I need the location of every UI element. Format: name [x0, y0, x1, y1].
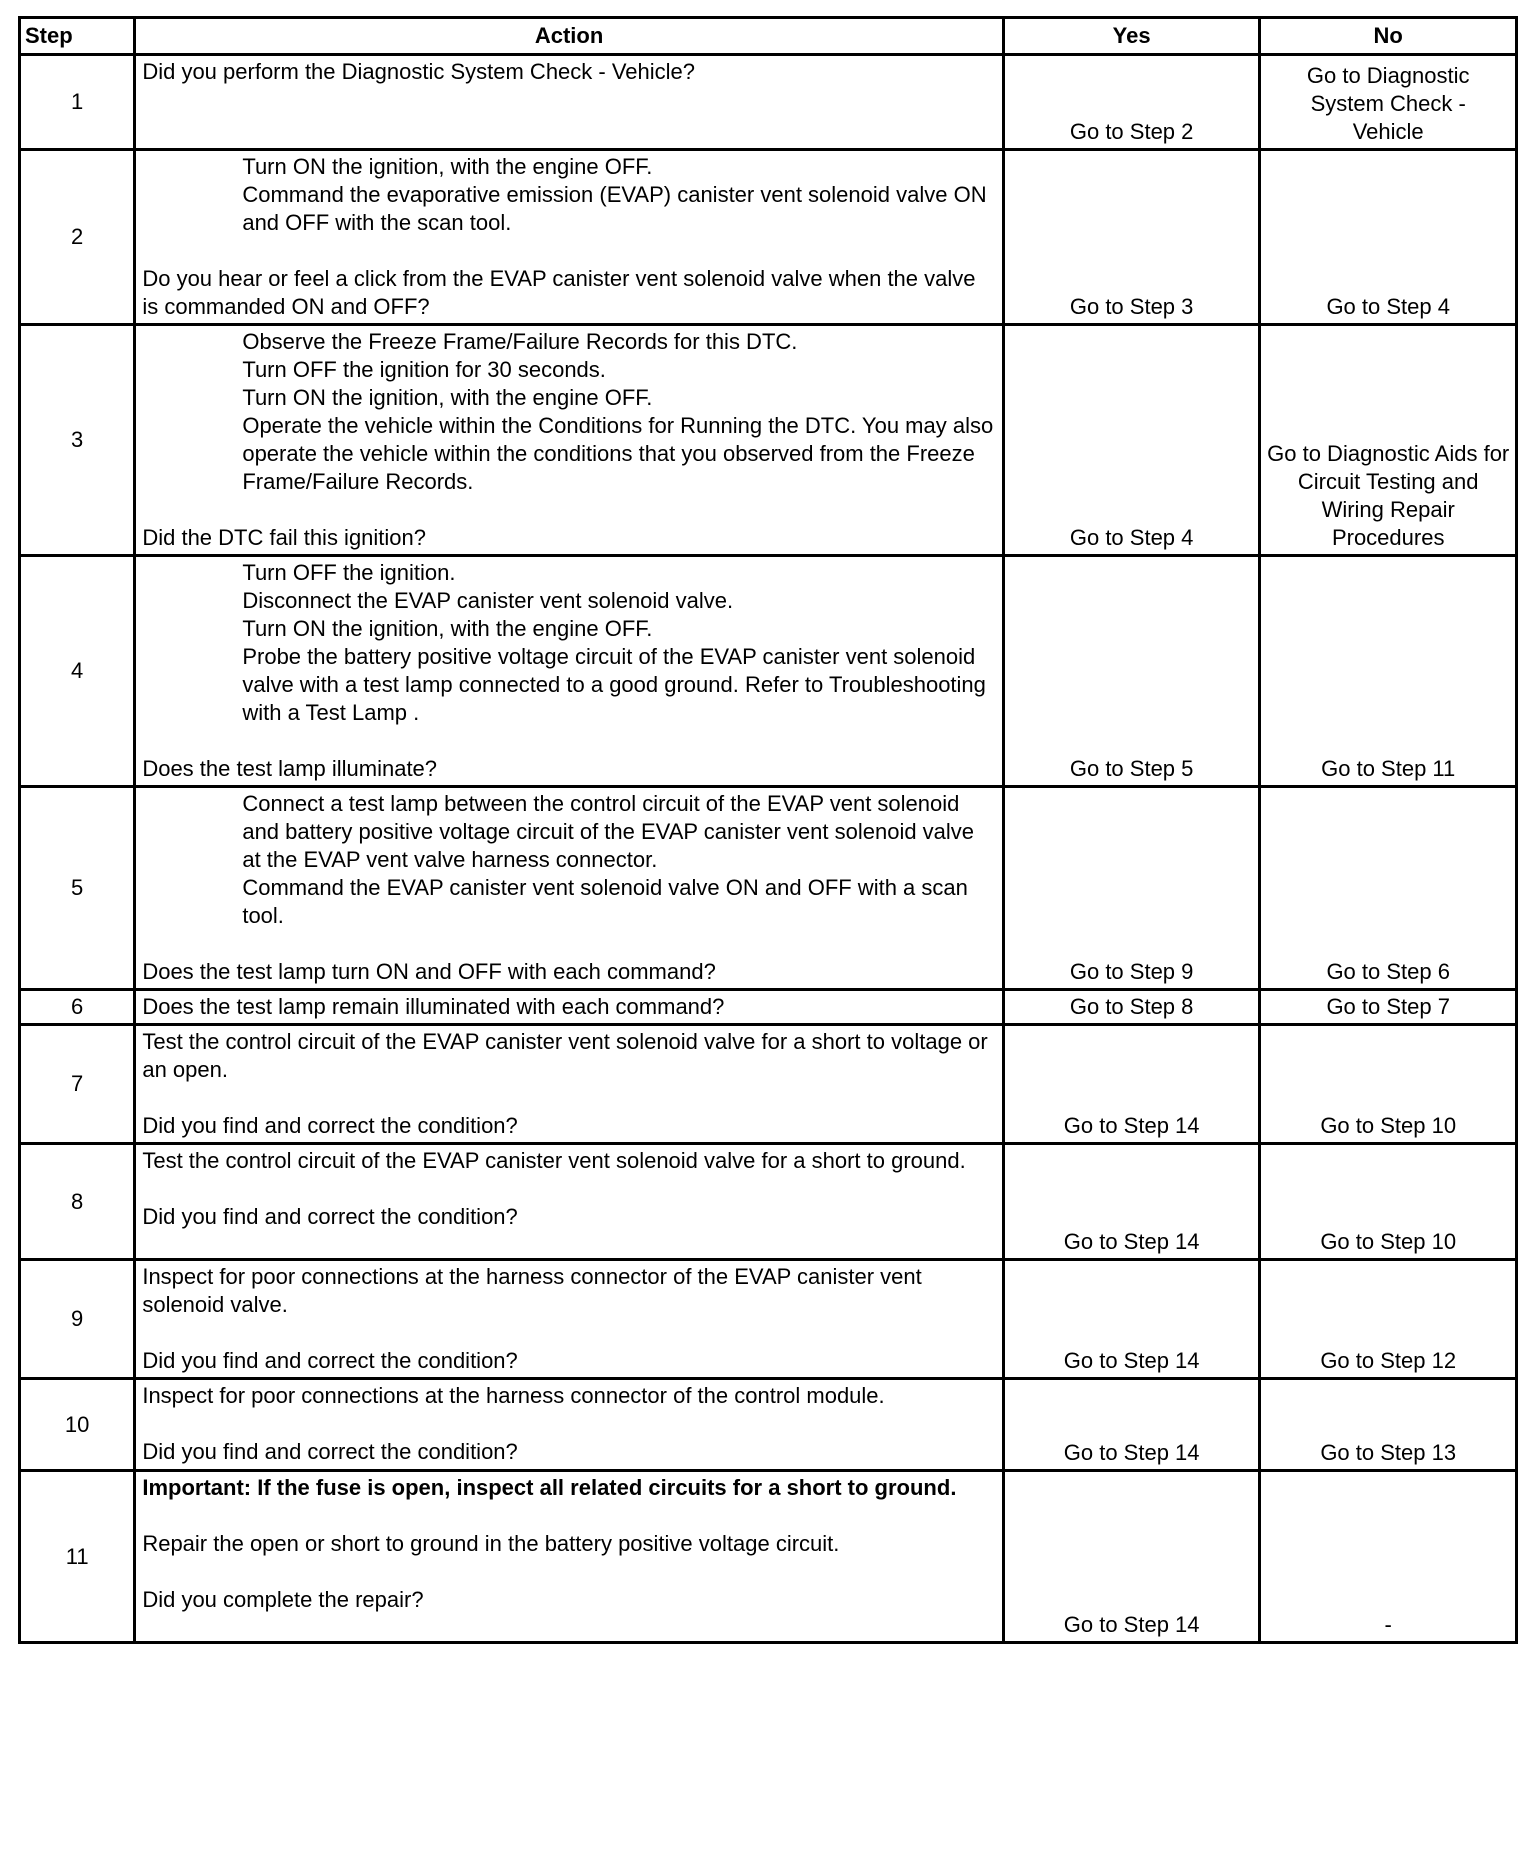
step-number: 11	[20, 1471, 135, 1643]
yes-cell: Go to Step 14	[1003, 1379, 1260, 1471]
no-cell	[1260, 55, 1517, 150]
no-cell: Go to Step 13	[1260, 1379, 1517, 1471]
yes-cell: Go to Step 2	[1003, 55, 1260, 150]
action-cell	[135, 787, 1004, 990]
table-row	[20, 1379, 1517, 1471]
action-step-line: Command the EVAP canister vent solenoid valve ON and OFF with a scan tool.	[242, 875, 968, 928]
action-question: Did the DTC fail this ignition?	[142, 525, 427, 550]
table-header-row	[20, 18, 1517, 55]
action-cell	[135, 1144, 1004, 1260]
table-row	[20, 990, 1517, 1025]
action-step-line: Probe the battery positive voltage circuit of the EVAP canister vent solenoid valve with a test lamp connected to a good ground. Refer to Troubleshooting with a Test Lamp .	[242, 644, 986, 725]
action-question: Does the test lamp illuminate?	[142, 756, 438, 781]
action-step-line: Operate the vehicle within the Conditions for Running the DTC. You may also operate the vehicle within the conditions that you observed from the Freeze Frame/Failure Records.	[242, 413, 994, 494]
action-text: Inspect for poor connections at the harness connector of the control module.	[142, 1383, 885, 1408]
step-number: 4	[20, 556, 135, 787]
action-text: Test the control circuit of the EVAP canister vent solenoid valve for a short to voltage or an open.	[142, 1029, 988, 1082]
action-step-line: Turn OFF the ignition for 30 seconds.	[242, 357, 606, 382]
important-note: Important: If the fuse is open, inspect all related circuits for a short to ground.	[142, 1475, 957, 1500]
no-cell: -	[1260, 1471, 1517, 1643]
action-step-line: Connect a test lamp between the control circuit of the EVAP vent solenoid and battery positive voltage circuit of the EVAP canister vent solenoid valve at the EVAP vent valve harness connector.	[242, 791, 975, 872]
action-question: Did you find and correct the condition?	[142, 1439, 518, 1464]
no-text: Go to Diagnostic System Check - Vehicle	[1306, 63, 1470, 144]
action-steps	[142, 328, 996, 496]
action-text: Repair the open or short to ground in the battery positive voltage circuit.	[142, 1531, 840, 1556]
action-cell	[135, 325, 1004, 556]
step-number: 10	[20, 1379, 135, 1471]
yes-cell: Go to Step 8	[1003, 990, 1260, 1025]
yes-cell: Go to Step 9	[1003, 787, 1260, 990]
action-text: Inspect for poor connections at the harness connector of the EVAP canister vent solenoid valve.	[142, 1264, 922, 1317]
yes-cell: Go to Step 14	[1003, 1144, 1260, 1260]
action-cell	[135, 556, 1004, 787]
step-number: 7	[20, 1025, 135, 1144]
table-row	[20, 55, 1517, 150]
action-cell	[135, 55, 1004, 150]
step-number: 9	[20, 1260, 135, 1379]
yes-cell: Go to Step 5	[1003, 556, 1260, 787]
no-cell	[1260, 325, 1517, 556]
diagnostic-table-container	[18, 16, 1518, 1644]
yes-cell: Go to Step 14	[1003, 1025, 1260, 1144]
table-row	[20, 1471, 1517, 1643]
no-text: Go to Diagnostic Aids for Circuit Testing and Wiring Repair Procedures	[1267, 441, 1510, 550]
table-row	[20, 150, 1517, 325]
step-number: 8	[20, 1144, 135, 1260]
table-row	[20, 556, 1517, 787]
action-step-line: Turn OFF the ignition.	[242, 560, 456, 585]
header-no: No	[1260, 18, 1517, 55]
action-cell	[135, 1260, 1004, 1379]
table-row	[20, 1144, 1517, 1260]
yes-cell: Go to Step 4	[1003, 325, 1260, 556]
step-number: 1	[20, 55, 135, 150]
action-question: Did you find and correct the condition?	[142, 1348, 518, 1373]
yes-cell: Go to Step 3	[1003, 150, 1260, 325]
action-step-line: Command the evaporative emission (EVAP) canister vent solenoid valve ON and OFF with the scan tool.	[242, 182, 987, 235]
table-row	[20, 787, 1517, 990]
action-question: Did you complete the repair?	[142, 1587, 424, 1612]
action-cell	[135, 150, 1004, 325]
yes-cell: Go to Step 14	[1003, 1260, 1260, 1379]
action-question: Did you find and correct the condition?	[142, 1113, 518, 1138]
action-text: Did you perform the Diagnostic System Check - Vehicle?	[142, 59, 696, 84]
no-cell: Go to Step 4	[1260, 150, 1517, 325]
no-cell: Go to Step 7	[1260, 990, 1517, 1025]
step-number: 2	[20, 150, 135, 325]
header-yes: Yes	[1003, 18, 1260, 55]
step-number: 5	[20, 787, 135, 990]
action-step-line: Turn ON the ignition, with the engine OFF.	[242, 154, 653, 179]
no-cell: Go to Step 6	[1260, 787, 1517, 990]
action-steps	[142, 559, 996, 727]
action-question: Do you hear or feel a click from the EVAP canister vent solenoid valve when the valve is commanded ON and OFF?	[142, 266, 976, 319]
header-step: Step	[20, 18, 135, 55]
diagnostic-table	[18, 16, 1518, 1644]
action-question: Does the test lamp turn ON and OFF with each command?	[142, 959, 716, 984]
step-number: 6	[20, 990, 135, 1025]
action-cell	[135, 990, 1004, 1025]
action-question: Does the test lamp remain illuminated with each command?	[142, 994, 725, 1019]
action-cell	[135, 1379, 1004, 1471]
action-steps	[142, 790, 996, 930]
action-text: Test the control circuit of the EVAP canister vent solenoid valve for a short to ground.	[142, 1148, 966, 1173]
header-action: Action	[135, 18, 1004, 55]
no-cell: Go to Step 10	[1260, 1025, 1517, 1144]
yes-cell: Go to Step 14	[1003, 1471, 1260, 1643]
no-cell: Go to Step 12	[1260, 1260, 1517, 1379]
no-cell: Go to Step 11	[1260, 556, 1517, 787]
table-row	[20, 325, 1517, 556]
action-step-line: Turn ON the ignition, with the engine OFF.	[242, 385, 653, 410]
table-row	[20, 1260, 1517, 1379]
action-cell	[135, 1471, 1004, 1643]
action-cell	[135, 1025, 1004, 1144]
step-number: 3	[20, 325, 135, 556]
action-step-line: Disconnect the EVAP canister vent solenoid valve.	[242, 588, 734, 613]
table-row	[20, 1025, 1517, 1144]
action-step-line: Turn ON the ignition, with the engine OFF.	[242, 616, 653, 641]
no-cell: Go to Step 10	[1260, 1144, 1517, 1260]
action-step-line: Observe the Freeze Frame/Failure Records for this DTC.	[242, 329, 798, 354]
action-question: Did you find and correct the condition?	[142, 1204, 518, 1229]
action-steps	[142, 153, 996, 237]
